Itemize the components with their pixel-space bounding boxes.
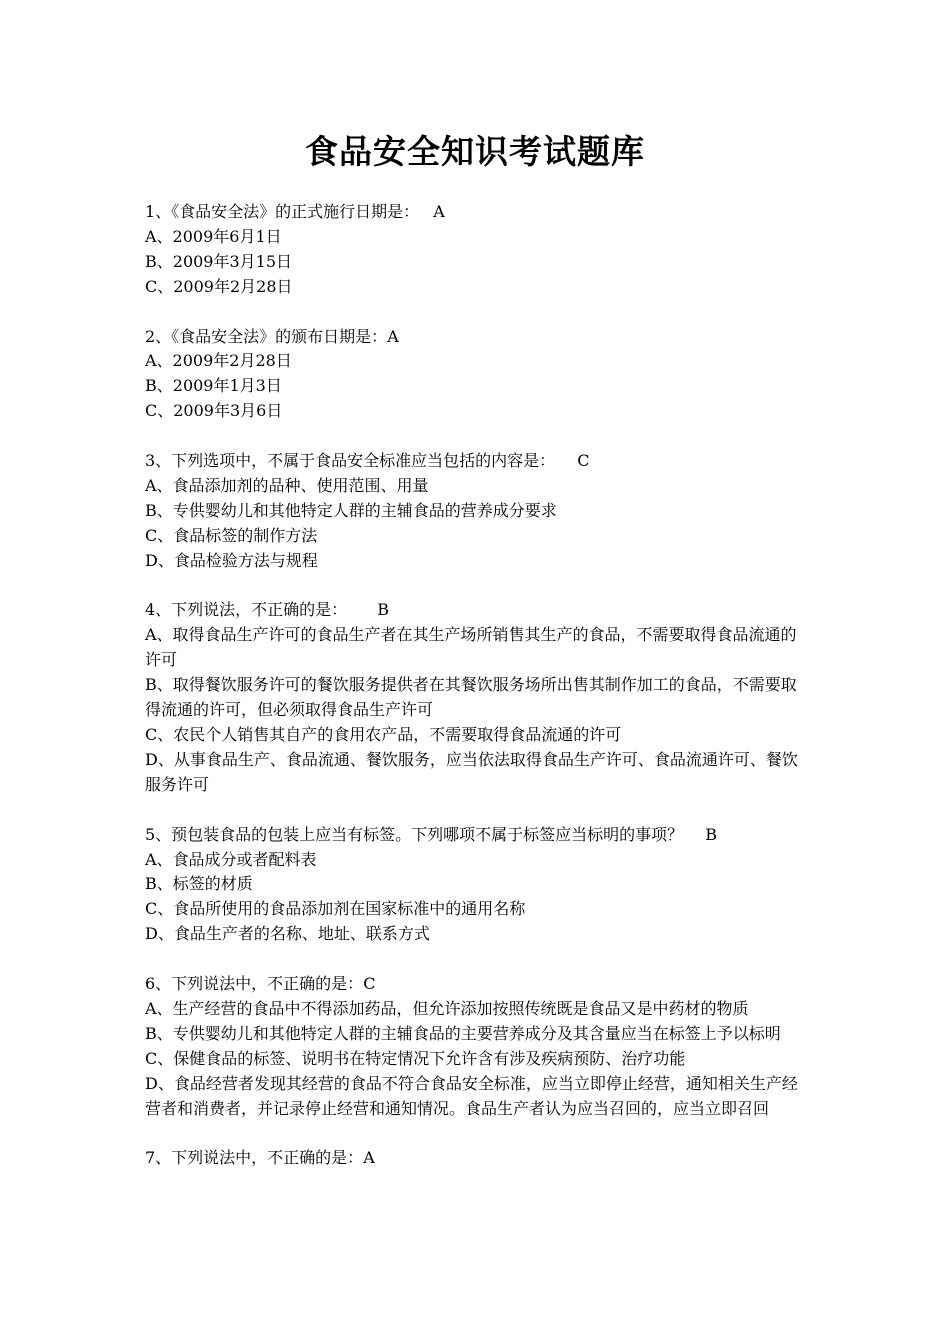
question-item — [145, 823, 810, 948]
option-a: A、食品成分或者配料表 — [145, 849, 317, 869]
option-b: B、取得餐饮服务许可的餐饮服务提供者在其餐饮服务场所出售其制作加工的食品，不需要取得流通的许可，但必须取得食品生产许可 — [145, 675, 797, 720]
option-b: B、专供婴幼儿和其他特定人群的主辅食品的营养成分要求 — [145, 500, 557, 520]
option-c: C、食品标签的制作方法 — [145, 525, 318, 545]
answer-key: B — [377, 600, 389, 620]
option-a: A、2009年6月1日 — [145, 226, 282, 246]
question-stem: 5、预包装食品的包装上应当有标签。下列哪项不属于标签应当标明的事项？ B — [145, 824, 717, 844]
question-stem: 7、下列说法中，不正确的是：A — [145, 1148, 375, 1168]
option-a: A、取得食品生产许可的食品生产者在其生产场所销售其生产的食品，不需要取得食品流通的许可 — [145, 625, 797, 670]
option-b: B、标签的材质 — [145, 874, 253, 894]
option-b: B、2009年1月3日 — [145, 376, 282, 396]
option-b: B、专供婴幼儿和其他特定人群的主辅食品的主要营养成分及其含量应当在标签上予以标明 — [145, 1023, 781, 1043]
option-a: A、食品添加剂的品种、使用范围、用量 — [145, 475, 429, 495]
question-stem: 4、下列说法，不正确的是： B — [145, 600, 389, 620]
option-d: D、从事食品生产、食品流通、餐饮服务，应当依法取得食品生产许可、食品流通许可、餐饮服务许可 — [145, 749, 798, 794]
option-c: C、2009年2月28日 — [145, 276, 293, 296]
option-c: C、保健食品的标签、说明书在特定情况下允许含有涉及疾病预防、治疗功能 — [145, 1048, 686, 1068]
answer-key: A — [363, 1148, 375, 1168]
question-item — [145, 1146, 810, 1171]
option-b: B、2009年3月15日 — [145, 251, 293, 271]
answer-key: C — [363, 974, 376, 994]
question-item — [145, 972, 810, 1121]
question-stem: 6、下列说法中，不正确的是：C — [145, 974, 376, 994]
option-a: A、2009年2月28日 — [145, 351, 292, 371]
option-c: C、2009年3月6日 — [145, 401, 283, 421]
page-title: 食品安全知识考试题库 — [305, 132, 645, 171]
answer-key: A — [387, 326, 399, 346]
answer-key: C — [577, 451, 590, 471]
option-d: D、食品生产者的名称、地址、联系方式 — [145, 924, 430, 944]
question-stem: 3、下列选项中，不属于食品安全标准应当包括的内容是： C — [145, 451, 590, 471]
answer-key: A — [433, 202, 445, 221]
option-d: D、食品检验方法与规程 — [145, 550, 318, 570]
question-list — [145, 200, 810, 1196]
option-c: C、食品所使用的食品添加剂在国家标准中的通用名称 — [145, 899, 526, 919]
question-item — [145, 598, 810, 797]
option-d: D、食品经营者发现其经营的食品不符合食品安全标准，应当立即停止经营，通知相关生产经营者和消费者，并记录停止经营和通知情况。食品生产者认为应当召回的，应当立即召回 — [145, 1073, 798, 1118]
answer-key: B — [705, 824, 717, 844]
option-a: A、生产经营的食品中不得添加药品，但允许添加按照传统既是食品又是中药材的物质 — [145, 998, 749, 1018]
question-stem: 2、《食品安全法》的颁布日期是：A — [145, 326, 399, 346]
option-c: C、农民个人销售其自产的食用农产品，不需要取得食品流通的许可 — [145, 724, 622, 744]
question-item — [145, 325, 810, 425]
question-item — [145, 449, 810, 574]
question-item — [145, 200, 810, 300]
question-stem: 1、《食品安全法》的正式施行日期是： A — [145, 202, 445, 221]
